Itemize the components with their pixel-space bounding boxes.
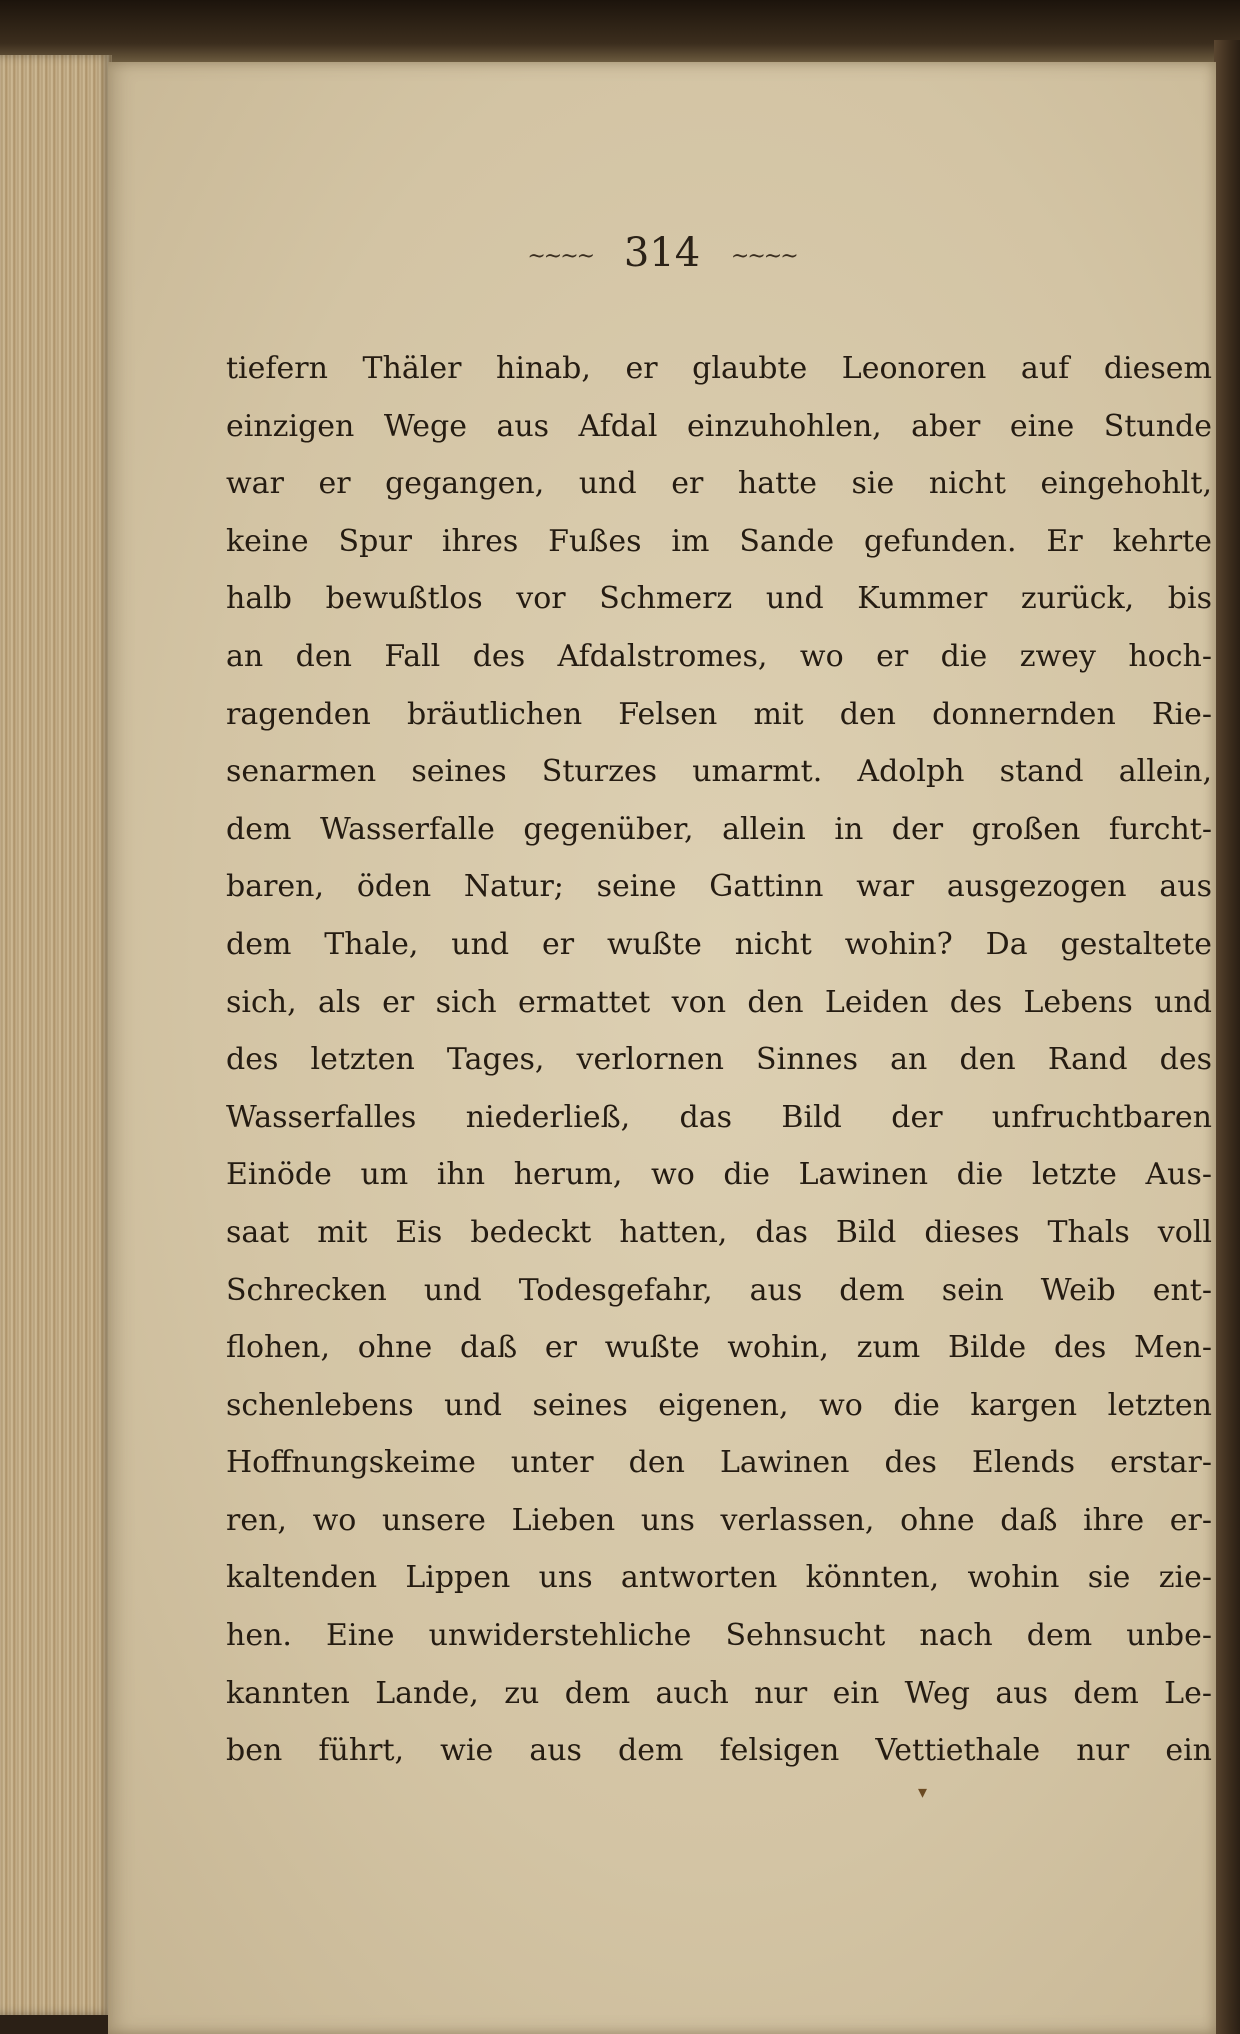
text-line: ben führt, wie aus dem felsigen Vettiethale nur ein [226,1733,1212,1769]
text-line: hen. Eine unwiderstehliche Sehnsucht nach dem unbe- [226,1618,1212,1654]
text-line: ren, wo unsere Lieben uns verlassen, ohne daß ihre er- [226,1502,1212,1538]
text-line: des letzten Tages, verlornen Sinnes an den Rand des [226,1042,1212,1078]
book-page [108,62,1216,2034]
text-line: Einöde um ihn herum, wo die Lawinen die letzte Aus- [226,1157,1212,1193]
page-header [108,230,1216,276]
body-text [226,340,1212,1780]
text-line: saat mit Eis bedeckt hatten, das Bild dieses Thals voll [226,1214,1212,1250]
text-line: Schrecken und Todesgefahr, aus dem sein Weib ent- [226,1272,1212,1308]
text-line: an den Fall des Afdalstromes, wo er die zwey hoch- [226,638,1212,674]
text-line: tiefern Thäler hinab, er glaubte Leonoren auf diesem [226,351,1212,386]
paper-speck-icon: ▾ [918,1782,928,1802]
text-line: dem Thale, und er wußte nicht wohin? Da gestaltete [226,926,1212,962]
page-stack-edge [0,55,112,2015]
text-line: senarmen seines Sturzes umarmt. Adolph stand allein, [226,754,1212,790]
text-line: sich, als er sich ermattet von den Leiden des Lebens und [226,984,1212,1020]
book-top-edge [0,0,1240,62]
page-number: 314 [623,230,701,276]
text-line: baren, öden Natur; seine Gattinn war ausgezogen aus [226,869,1212,905]
cover-edge [1214,40,1240,2034]
text-line: keine Spur ihres Fußes im Sande gefunden. Er kehrte [226,523,1212,559]
text-line: flohen, ohne daß er wußte wohin, zum Bilde des Men- [226,1330,1212,1366]
ornament-left-icon: ~~~~ [527,243,594,269]
text-line: kaltenden Lippen uns antworten könnten, wohin sie zie- [226,1560,1212,1596]
text-line: war er gegangen, und er hatte sie nicht eingehohlt, [226,466,1212,502]
text-line: halb bewußtlos vor Schmerz und Kummer zurück, bis [226,581,1212,617]
text-line: kannten Lande, zu dem auch nur ein Weg aus dem Le- [226,1675,1212,1711]
text-line: einzigen Wege aus Afdal einzuhohlen, aber eine Stunde [226,408,1212,444]
text-line: dem Wasserfalle gegenüber, allein in der großen furcht- [226,811,1212,847]
text-line: Wasserfalles niederließ, das Bild der unfruchtbaren [226,1099,1212,1135]
text-line: ragenden bräutlichen Felsen mit den donnernden Rie- [226,696,1212,732]
text-line: schenlebens und seines eigenen, wo die kargen letzten [226,1387,1212,1423]
text-line: Hoffnungskeime unter den Lawinen des Elends erstar- [226,1445,1212,1481]
ornament-right-icon: ~~~~ [730,243,797,269]
